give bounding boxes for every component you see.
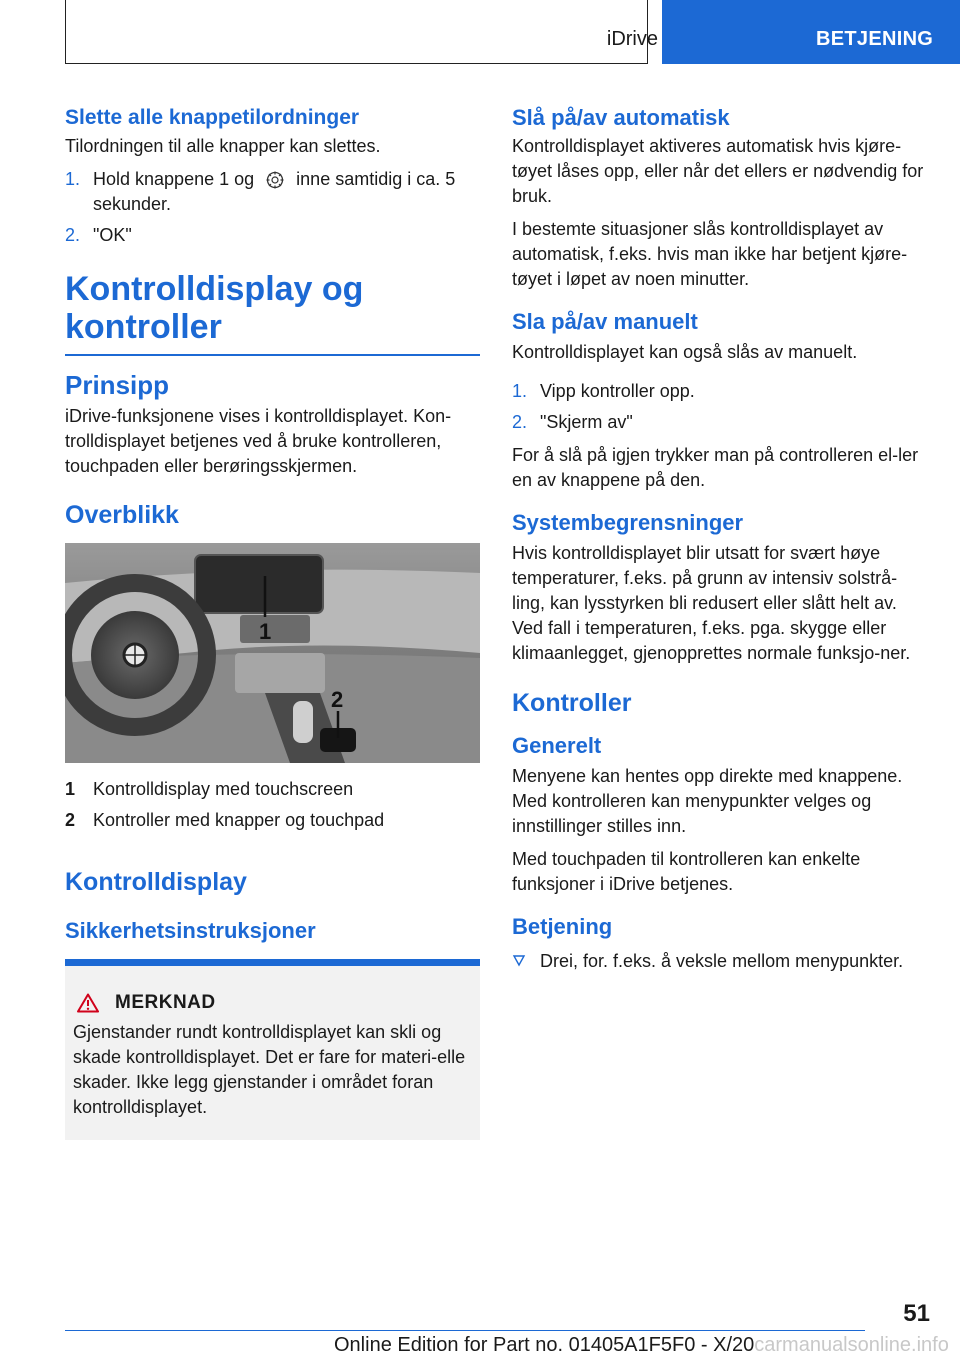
heading-controller: Kontroller <box>512 689 632 717</box>
paragraph-delete: Tilordningen til alle knapper kan slettes. <box>65 136 381 156</box>
chapter-heading: Kontrolldisplay og kontroller <box>65 270 364 346</box>
step-text: "Skjerm av" <box>540 412 633 432</box>
dashboard-figure <box>65 543 480 763</box>
list-item <box>65 223 480 248</box>
warning-text: Gjenstander rundt kontrolldisplayet kan skli og skade kontrolldisplayet. Det er fare for materi-elle skader. Ikke legg gjenstander i området foran kontrolldisplayet. <box>73 1022 466 1117</box>
paragraph-auto-1: Kontrolldisplayet aktiveres automatisk hvis kjøre-tøyet låses opp, eller når det ellers er nødvendig for bruk. <box>512 136 924 206</box>
paragraph-manual: Kontrolldisplayet kan også slås av manuelt. <box>512 342 858 362</box>
warning-title: MERKNAD <box>115 992 216 1013</box>
step-text-b: inne samtidig i ca. 5 sekunder. <box>93 169 456 214</box>
step-number: 2. <box>65 225 81 245</box>
paragraph-manual-2: For å slå på igjen trykker man på controlleren el-ler en av knappene på den. <box>512 445 919 490</box>
paragraph-general-2: Med touchpaden til kontrolleren kan enkelte funksjoner i iDrive betjenes. <box>512 849 861 894</box>
heading-delete-assignments: Slette alle knappetilordninger <box>65 106 360 129</box>
legend-number: 1 <box>65 779 76 799</box>
legend-text: Kontroller med knapper og touchpad <box>93 810 385 830</box>
footer-watermark: carmanualsonline.info <box>754 1334 949 1356</box>
heading-operation: Betjening <box>512 914 613 939</box>
heading-control-display: Kontrolldisplay <box>65 868 247 896</box>
heading-manual-onoff: Sla på/av manuelt <box>512 309 698 334</box>
heading-auto-onoff: Slå på/av automatisk <box>512 105 730 130</box>
step-text: "OK" <box>93 225 132 245</box>
list-item <box>65 167 480 217</box>
legend-text: Kontrolldisplay med touchscreen <box>93 779 354 799</box>
warning-bar <box>65 959 480 966</box>
footer <box>334 1334 949 1357</box>
operation-list <box>512 949 930 974</box>
triangle-bullet-icon <box>512 949 540 974</box>
list-item <box>512 379 930 404</box>
header-section-title: iDrive <box>606 28 658 50</box>
operation-text: Drei, for. f.eks. å veksle mellom menypunkter. <box>540 951 904 971</box>
paragraph-auto-2: I bestemte situasjoner slås kontrolldisplayet av automatisk, f.eks. hvis man ikke har betjent kjøre-tøyet i løpet av noen minutter. <box>512 219 908 289</box>
step-number: 1. <box>512 381 528 401</box>
heading-rule <box>65 354 480 356</box>
footer-edition: Online Edition for Part no. 01405A1F5F0 - X/20 <box>334 1334 755 1356</box>
step-text: Vipp kontroller opp. <box>540 381 695 401</box>
warning-callout <box>65 959 480 1140</box>
heading-general: Generelt <box>512 733 602 758</box>
left-column <box>65 102 480 1140</box>
legend-item <box>65 777 480 802</box>
figure-callout-1: 1 <box>259 619 272 644</box>
warning-box <box>65 966 480 1140</box>
legend-item <box>65 808 480 833</box>
delete-steps-list <box>65 167 480 248</box>
right-column <box>512 102 930 982</box>
manual-steps-list <box>512 379 930 435</box>
heading-overview: Overblikk <box>65 501 179 529</box>
settings-button-icon <box>265 170 285 190</box>
list-item <box>512 949 930 974</box>
heading-safety: Sikkerhetsinstruksjoner <box>65 918 316 943</box>
list-item <box>512 410 930 435</box>
heading-principle: Prinsipp <box>65 370 170 400</box>
page-number: 51 <box>903 1300 930 1327</box>
step-number: 1. <box>65 169 81 189</box>
paragraph-general-1: Menyene kan hentes opp direkte med knappene. Med kontrolleren kan menypunkter velges og innstillinger stilles inn. <box>512 766 903 836</box>
step-text-a: Hold knappene 1 og <box>93 169 255 189</box>
figure-callout-2: 2 <box>331 687 344 712</box>
header-chapter-tab: BETJENING <box>662 0 960 64</box>
figure-legend <box>65 777 480 833</box>
heading-system-limits: Systembegrensninger <box>512 510 744 535</box>
dashboard-illustration <box>65 543 480 763</box>
paragraph-limits: Hvis kontrolldisplayet blir utsatt for svært høye temperaturer, f.eks. på grunn av intensiv solstrå-ling, kan lysstyrken bli redusert eller slått helt av. Ved fall i temperaturen, f.eks. pga. skygge eller klimaanlegget, gjenopprettes normale funksjo-ner. <box>512 543 911 663</box>
warning-triangle-icon <box>77 993 99 1013</box>
footer-rule <box>65 1330 865 1331</box>
legend-number: 2 <box>65 810 76 830</box>
paragraph-principle: iDrive-funksjonene vises i kontrolldisplayet. Kon-trolldisplayet betjenes ved å bruke kontrolleren, touchpaden eller berøringsskjermen. <box>65 406 452 476</box>
header-frame <box>65 0 648 64</box>
step-number: 2. <box>512 412 528 432</box>
